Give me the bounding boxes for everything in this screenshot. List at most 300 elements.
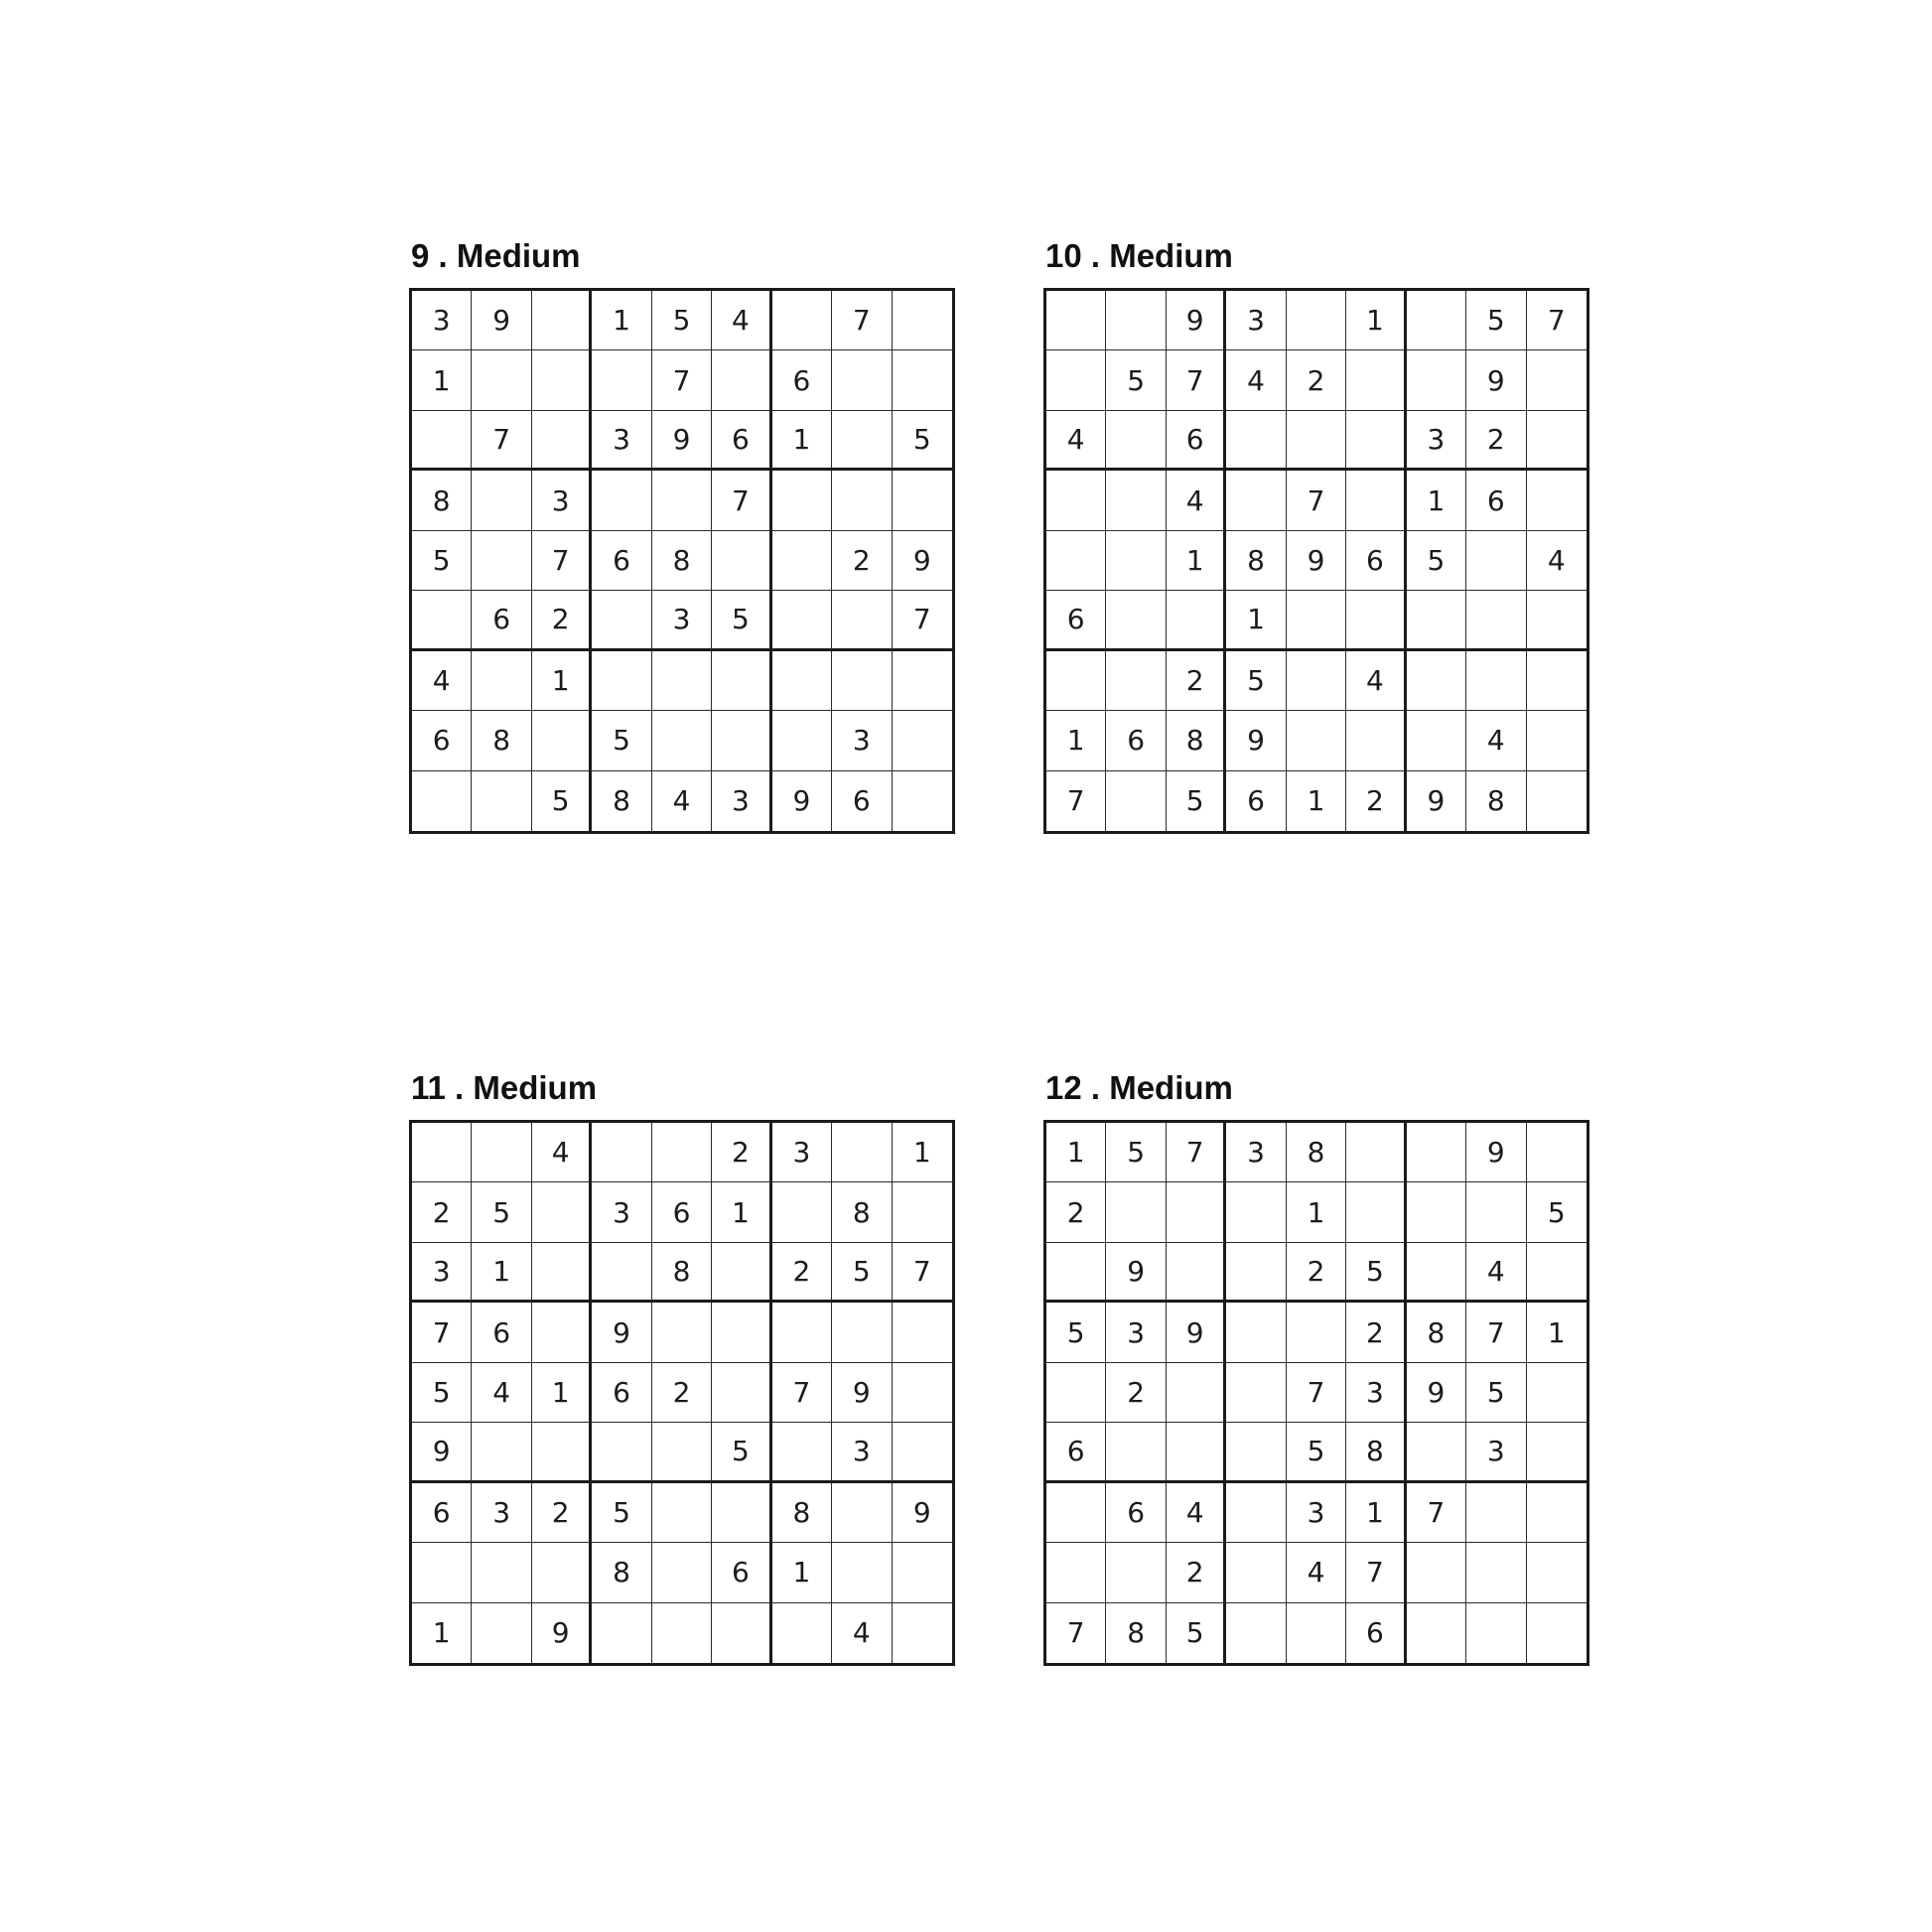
sudoku-cell: 3 [832,711,892,770]
sudoku-cell [1527,1423,1587,1482]
sudoku-cell: 5 [472,1182,531,1242]
sudoku-cell [772,531,832,591]
sudoku-cell [893,711,952,770]
sudoku-cell: 1 [1346,1483,1406,1543]
sudoku-cell [1407,711,1466,770]
sudoku-cell [532,1543,592,1602]
sudoku-cell: 4 [1167,1483,1226,1543]
sudoku-cell: 2 [1106,1363,1166,1423]
sudoku-cell [832,591,892,650]
sudoku-cell: 6 [1167,411,1226,471]
sudoku-cell: 1 [712,1182,771,1242]
sudoku-cell [772,1423,832,1482]
sudoku-cell: 1 [1226,591,1286,650]
sudoku-cell: 8 [652,1243,712,1303]
sudoku-cell [1287,651,1346,711]
sudoku-cell: 7 [1046,771,1106,831]
sudoku-cell: 9 [1167,291,1226,350]
sudoku-cell [832,411,892,471]
sudoku-cell: 2 [1287,1243,1346,1303]
sudoku-cell: 2 [1346,771,1406,831]
sudoku-cell [893,291,952,350]
sudoku-cell: 8 [1287,1123,1346,1182]
sudoku-cell: 5 [712,1423,771,1482]
sudoku-cell: 3 [832,1423,892,1482]
sudoku-cell [832,1303,892,1362]
sudoku-cell: 5 [832,1243,892,1303]
sudoku-cell: 7 [712,471,771,530]
sudoku-cell [532,1243,592,1303]
sudoku-cell [532,711,592,770]
sudoku-cell: 7 [1167,350,1226,410]
sudoku-cell: 2 [532,1483,592,1543]
sudoku-cell [532,350,592,410]
sudoku-cell [652,1543,712,1602]
sudoku-cell [1466,651,1526,711]
sudoku-cell [893,771,952,831]
sudoku-cell: 7 [652,350,712,410]
sudoku-cell: 2 [832,531,892,591]
sudoku-cell [1527,1123,1587,1182]
sudoku-cell [652,1123,712,1182]
sudoku-cell: 8 [592,1543,651,1602]
sudoku-cell [1167,1243,1226,1303]
sudoku-cell [1527,411,1587,471]
sudoku-cell [1226,1483,1286,1543]
sudoku-cell: 1 [1407,471,1466,530]
sudoku-cell: 1 [472,1243,531,1303]
sudoku-cell [1346,350,1406,410]
sudoku-cell [1466,531,1526,591]
sudoku-cell [1527,1363,1587,1423]
sudoku-cell [772,471,832,530]
sudoku-cell [1407,1123,1466,1182]
sudoku-cell: 1 [592,291,651,350]
sudoku-cell [1527,1543,1587,1602]
sudoku-cell: 4 [1046,411,1106,471]
sudoku-cell [472,1423,531,1482]
sudoku-cell [1226,1243,1286,1303]
sudoku-cell [1226,1423,1286,1482]
sudoku-cell: 9 [772,771,832,831]
sudoku-cell [893,471,952,530]
sudoku-cell: 6 [1046,1423,1106,1482]
sudoku-cell: 3 [652,591,712,650]
sudoku-cell: 8 [652,531,712,591]
sudoku-cell [472,1123,531,1182]
sudoku-cell [893,1543,952,1602]
sudoku-cell [1226,1182,1286,1242]
sudoku-cell: 2 [772,1243,832,1303]
sudoku-cell [1527,651,1587,711]
sudoku-cell: 4 [1466,711,1526,770]
sudoku-cell [893,1182,952,1242]
sudoku-cell: 1 [412,350,472,410]
sudoku-cell [1226,1303,1286,1362]
puzzle-title: 11 . Medium [411,1069,598,1106]
sudoku-cell [712,1243,771,1303]
sudoku-cell: 2 [652,1363,712,1423]
sudoku-cell [532,411,592,471]
sudoku-cell: 7 [893,591,952,650]
sudoku-cell [1046,1483,1106,1543]
sudoku-cell [1407,1182,1466,1242]
sudoku-cell: 9 [1106,1243,1166,1303]
sudoku-cell [832,1543,892,1602]
sudoku-cell: 7 [1287,471,1346,530]
sudoku-cell: 3 [1106,1303,1166,1362]
sudoku-cell: 9 [472,291,531,350]
sudoku-cell: 2 [1167,1543,1226,1602]
sudoku-cell: 9 [1466,350,1526,410]
sudoku-cell [1226,411,1286,471]
sudoku-cell: 6 [412,711,472,770]
sudoku-cell [1346,471,1406,530]
sudoku-cell: 7 [1046,1603,1106,1663]
sudoku-cell: 5 [1106,1123,1166,1182]
sudoku-cell: 8 [472,711,531,770]
sudoku-cell: 3 [772,1123,832,1182]
sudoku-cell [832,1483,892,1543]
sudoku-cell [412,411,472,471]
sudoku-cell [1407,350,1466,410]
sudoku-cell [772,1303,832,1362]
sudoku-cell: 7 [772,1363,832,1423]
sudoku-cell [1106,471,1166,530]
sudoku-cell [712,350,771,410]
sudoku-cell [652,471,712,530]
sudoku-cell [1287,711,1346,770]
sudoku-cell: 7 [1167,1123,1226,1182]
sudoku-cell [652,1423,712,1482]
sudoku-cell: 6 [592,531,651,591]
sudoku-cell [1466,1603,1526,1663]
sudoku-cell: 1 [1046,1123,1106,1182]
sudoku-cell: 1 [1346,291,1406,350]
sudoku-cell [652,651,712,711]
puzzle-title: 12 . Medium [1045,1069,1233,1106]
sudoku-cell [412,591,472,650]
sudoku-cell [1046,651,1106,711]
sudoku-cell [1287,291,1346,350]
sudoku-cell: 6 [712,1543,771,1602]
sudoku-cell [1046,1243,1106,1303]
sudoku-cell [712,1303,771,1362]
sudoku-cell [772,591,832,650]
sudoku-cell: 9 [1407,1363,1466,1423]
sudoku-cell [1346,711,1406,770]
sudoku-cell: 9 [832,1363,892,1423]
sudoku-cell: 5 [1466,1363,1526,1423]
sudoku-cell: 4 [1226,350,1286,410]
sudoku-cell: 7 [472,411,531,471]
sudoku-cell: 6 [832,771,892,831]
sudoku-cell: 5 [592,711,651,770]
sudoku-cell: 7 [1346,1543,1406,1602]
sudoku-cell [1226,471,1286,530]
sudoku-cell: 4 [1167,471,1226,530]
sudoku-grid [1043,288,1589,834]
sudoku-cell: 3 [1226,291,1286,350]
sudoku-cell [1346,1182,1406,1242]
sudoku-cell: 6 [1346,531,1406,591]
puzzle-title: 9 . Medium [411,237,581,274]
sudoku-cell: 3 [1346,1363,1406,1423]
sudoku-cell [1226,1603,1286,1663]
sudoku-cell: 8 [592,771,651,831]
sudoku-cell [893,350,952,410]
sudoku-cell: 9 [1287,531,1346,591]
sudoku-grid [409,1120,955,1666]
sudoku-cell [1046,350,1106,410]
sudoku-cell: 4 [1527,531,1587,591]
sudoku-cell: 9 [1226,711,1286,770]
sudoku-cell [712,651,771,711]
sudoku-cell [832,651,892,711]
sudoku-cell: 7 [832,291,892,350]
sudoku-cell: 5 [412,1363,472,1423]
sudoku-cell: 5 [532,771,592,831]
sudoku-cell [1527,711,1587,770]
sudoku-cell [592,1423,651,1482]
sudoku-cell: 7 [1466,1303,1526,1362]
sudoku-cell [532,1182,592,1242]
sudoku-cell: 8 [1466,771,1526,831]
sudoku-cell [412,1123,472,1182]
sudoku-cell [893,651,952,711]
sudoku-cell: 6 [1466,471,1526,530]
sudoku-cell [832,1123,892,1182]
sudoku-cell: 5 [712,591,771,650]
puzzle-title: 10 . Medium [1045,237,1233,274]
sudoku-cell [652,711,712,770]
sudoku-cell [1046,1543,1106,1602]
sudoku-cell: 2 [1287,350,1346,410]
sudoku-cell: 3 [412,1243,472,1303]
sudoku-cell: 6 [472,591,531,650]
sudoku-cell: 8 [1226,531,1286,591]
sudoku-cell: 5 [1346,1243,1406,1303]
sudoku-cell: 1 [1287,771,1346,831]
sudoku-cell [472,531,531,591]
sudoku-cell: 4 [1466,1243,1526,1303]
sudoku-cell: 7 [1287,1363,1346,1423]
sudoku-cell [893,1603,952,1663]
sudoku-cell: 3 [1226,1123,1286,1182]
sudoku-cell [772,291,832,350]
sudoku-grid [409,288,955,834]
sudoku-cell: 6 [652,1182,712,1242]
sudoku-cell: 6 [592,1363,651,1423]
sudoku-cell [712,1483,771,1543]
sudoku-cell [1106,1543,1166,1602]
sudoku-cell: 8 [1407,1303,1466,1362]
sudoku-cell: 9 [652,411,712,471]
sudoku-cell: 7 [412,1303,472,1362]
sudoku-cell [472,471,531,530]
sudoku-cell: 9 [532,1603,592,1663]
sudoku-cell [1106,1423,1166,1482]
sudoku-cell [1346,1123,1406,1182]
sudoku-cell [592,1603,651,1663]
sudoku-cell: 2 [712,1123,771,1182]
sudoku-cell: 4 [1287,1543,1346,1602]
sudoku-cell: 8 [1346,1423,1406,1482]
sudoku-cell: 9 [1167,1303,1226,1362]
sudoku-cell [592,471,651,530]
sudoku-cell: 9 [1466,1123,1526,1182]
sudoku-cell: 3 [532,471,592,530]
sudoku-cell: 3 [1407,411,1466,471]
sudoku-cell [1527,1603,1587,1663]
sudoku-cell: 9 [412,1423,472,1482]
sudoku-cell: 1 [1527,1303,1587,1362]
sudoku-cell: 7 [893,1243,952,1303]
sudoku-cell [592,591,651,650]
sudoku-cell: 4 [532,1123,592,1182]
sudoku-cell [1407,1603,1466,1663]
sudoku-cell [1046,291,1106,350]
sudoku-cell: 4 [832,1603,892,1663]
sudoku-cell: 2 [1046,1182,1106,1242]
sudoku-cell [893,1423,952,1482]
sudoku-cell: 9 [592,1303,651,1362]
sudoku-cell: 3 [592,411,651,471]
sudoku-cell: 9 [1407,771,1466,831]
sudoku-cell: 8 [1106,1603,1166,1663]
sudoku-cell [1346,591,1406,650]
sudoku-cell [893,1303,952,1362]
sudoku-cell [1106,1182,1166,1242]
sudoku-cell: 2 [532,591,592,650]
sudoku-cell [893,1363,952,1423]
sudoku-cell [1226,1363,1286,1423]
sudoku-cell: 3 [412,291,472,350]
sudoku-cell [1527,1243,1587,1303]
sudoku-cell: 2 [1466,411,1526,471]
sudoku-cell [1527,1483,1587,1543]
sudoku-cell: 5 [412,531,472,591]
sudoku-cell: 5 [1466,291,1526,350]
sudoku-cell: 6 [712,411,771,471]
sudoku-cell: 5 [1407,531,1466,591]
sudoku-cell: 2 [1346,1303,1406,1362]
sudoku-cell [1466,591,1526,650]
sudoku-cell [1346,411,1406,471]
sudoku-cell: 4 [712,291,771,350]
sudoku-cell [652,1603,712,1663]
sudoku-cell [1167,591,1226,650]
sudoku-cell [1407,291,1466,350]
sudoku-cell [832,350,892,410]
sudoku-cell: 2 [412,1182,472,1242]
sudoku-cell [832,471,892,530]
sudoku-cell: 1 [532,1363,592,1423]
sudoku-cell: 8 [772,1483,832,1543]
sudoku-cell: 2 [1167,651,1226,711]
sudoku-cell [592,350,651,410]
sudoku-cell [772,1182,832,1242]
sudoku-cell: 9 [893,531,952,591]
sudoku-cell [472,350,531,410]
sudoku-cell [1167,1423,1226,1482]
sudoku-cell: 4 [1346,651,1406,711]
sudoku-cell: 6 [772,350,832,410]
sudoku-cell: 5 [1167,1603,1226,1663]
sudoku-cell [1527,471,1587,530]
sudoku-cell [1527,591,1587,650]
sudoku-cell [472,771,531,831]
sudoku-cell [1407,591,1466,650]
sudoku-cell: 1 [1287,1182,1346,1242]
sudoku-cell: 9 [893,1483,952,1543]
sudoku-grid [1043,1120,1589,1666]
sudoku-cell [472,1543,531,1602]
sudoku-cell: 6 [1106,1483,1166,1543]
sudoku-cell [772,711,832,770]
sudoku-cell [1106,771,1166,831]
sudoku-cell [1106,651,1166,711]
sudoku-cell [1407,651,1466,711]
sudoku-cell [412,1543,472,1602]
sudoku-cell [652,1303,712,1362]
sudoku-cell: 6 [412,1483,472,1543]
sudoku-cell: 6 [1046,591,1106,650]
sudoku-cell [712,711,771,770]
sudoku-cell: 5 [592,1483,651,1543]
sudoku-cell [592,651,651,711]
sudoku-cell: 4 [412,651,472,711]
sudoku-cell: 3 [1287,1483,1346,1543]
sudoku-cell: 5 [1167,771,1226,831]
sudoku-cell: 1 [1167,531,1226,591]
sudoku-cell: 6 [1106,711,1166,770]
sudoku-cell [772,651,832,711]
sudoku-cell: 5 [1527,1182,1587,1242]
sudoku-cell: 3 [712,771,771,831]
sudoku-cell [772,1603,832,1663]
sudoku-cell [1167,1363,1226,1423]
sudoku-cell [1466,1543,1526,1602]
sudoku-cell: 7 [1527,291,1587,350]
sudoku-cell [712,1603,771,1663]
sudoku-cell [592,1243,651,1303]
sudoku-cell: 6 [1346,1603,1406,1663]
sudoku-cell: 8 [412,471,472,530]
sudoku-cell [1046,1363,1106,1423]
sudoku-cell: 1 [772,1543,832,1602]
sudoku-cell [1046,531,1106,591]
sudoku-cell [1106,291,1166,350]
sudoku-cell [1407,1243,1466,1303]
sudoku-cell [1527,771,1587,831]
sudoku-cell [1106,531,1166,591]
sudoku-cell [1407,1543,1466,1602]
sudoku-cell [1287,1603,1346,1663]
sudoku-cell: 4 [472,1363,531,1423]
sudoku-cell [1287,1303,1346,1362]
sudoku-cell: 8 [1167,711,1226,770]
sudoku-cell [472,1603,531,1663]
sudoku-cell [1046,471,1106,530]
sudoku-cell [532,1303,592,1362]
sudoku-cell: 3 [592,1182,651,1242]
sudoku-cell: 5 [1106,350,1166,410]
sudoku-cell [1466,1182,1526,1242]
sudoku-cell: 5 [1287,1423,1346,1482]
sudoku-cell: 5 [1046,1303,1106,1362]
sudoku-cell [1466,1483,1526,1543]
